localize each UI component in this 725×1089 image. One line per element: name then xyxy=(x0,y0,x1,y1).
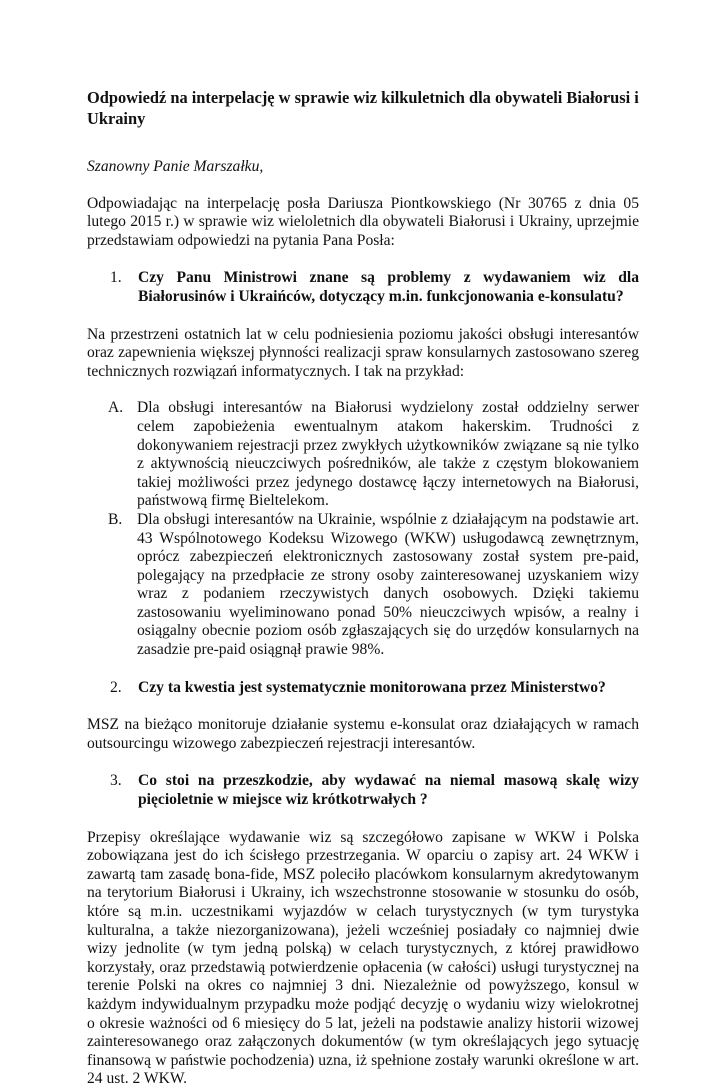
list-item xyxy=(87,399,639,511)
list-marker: B. xyxy=(108,510,123,528)
answer-1-intro: Na przestrzeni ostatnich lat w celu podniesienia poziomu jakości obsługi interesantów oraz zapewnienia większej płynności realizacji spraw konsularnych zastosowano szereg technicznych rozwiązań informatycznych. I tak na przykład: xyxy=(87,325,639,380)
answer-1-list xyxy=(87,399,639,659)
question-number: 3. xyxy=(110,772,122,790)
answer-2: MSZ na bieżąco monitoruje działanie systemu e-konsulat oraz działających w ramach outsourcingu wizowego zabezpieczeń rejestracji interesantów. xyxy=(87,716,639,752)
intro-paragraph: Odpowiadając na interpelację posła Dariusza Piontkowskiego (Nr 30765 z dnia 05 lutego 2015 r.) w sprawie wiz wieloletnich dla obywateli Białorusi i Ukrainy, uprzejmie przedstawiam odpowiedzi na pytania Pana Posła: xyxy=(87,194,639,249)
list-item-text: Dla obsługi interesantów na Białorusi wydzielony został oddzielny serwer celem zapobieżenia ewentualnym atakom hakerskim. Trudności z dokonywaniem rejestracji przez zwykłych użytkowników związane są nie tylko z aktywnością nieuczciwych pośredników, ale także z częstym blokowaniem takiej możliwości przez jedynego dostawcę łączy internetowych na Białorusi, państwową firmę Bieltelekom. xyxy=(137,399,639,510)
question-text: Czy ta kwestia jest systematycznie monitorowana przez Ministerstwo? xyxy=(138,678,606,696)
question-number: 1. xyxy=(110,269,122,287)
list-marker: A. xyxy=(108,399,124,417)
document-body xyxy=(87,87,639,1089)
document-title: Odpowiedź na interpelację w sprawie wiz kilkuletnich dla obywateli Białorusi i Ukrainy xyxy=(87,88,639,128)
salutation: Szanowny Panie Marszałku, xyxy=(87,158,264,175)
list-item-text: Dla obsługi interesantów na Ukrainie, wspólnie z działającym na podstawie art. 43 Wspólnotowego Kodeksu Wizowego (WKW) usługodawcą zewnętrznym, oprócz zabezpieczeń elektronicznych zastosowany został system pre-paid, polegający na przedpłacie ze strony osoby zainteresowanej uzyskaniem wizy wraz z podaniem rzeczywistych danych osobowych. Dzięki takiemu zastosowaniu wyeliminowano ponad 50% nieuczciwych wpisów, a realny i osiągalny obecnie poziom osób zgłaszających się do urzędów konsularnych na zasadzie pre-paid osiągnął prawie 98%. xyxy=(137,510,639,659)
question-3 xyxy=(87,772,639,809)
question-2 xyxy=(87,679,639,698)
question-1 xyxy=(87,269,639,306)
question-text: Czy Panu Ministrowi znane są problemy z wydawaniem wiz dla Białorusinów i Ukraińców, dotyczący m.in. funkcjonowania e-konsulatu? xyxy=(138,269,639,305)
list-item xyxy=(87,511,639,660)
question-number: 2. xyxy=(110,678,122,696)
question-text: Co stoi na przeszkodzie, aby wydawać na niemal masową skalę wizy pięcioletnie w miejsce wiz krótkotrwałych ? xyxy=(138,772,639,809)
answer-3: Przepisy określające wydawanie wiz są szczegółowo zapisane w WKW i Polska zobowiązana jest do ich ścisłego przestrzegania. W oparciu o zapisy art. 24 WKW i zawartą tam zasadę bona-fide, MSZ poleciło placówkom konsularnym akredytowanym na terytorium Białorusi i Ukrainy, ich wszechstronne stosowanie w stosunku do osób, które są m.in. uczestnikami wyjazdów w celach turystycznych (w tym turystyka kulturalna, a także niezorganizowana), jeżeli wcześniej posiadały co najmniej dwie wizy jednolite (w tym jedną polską) w celach turystycznych, z której prawidłowo korzystały, oraz przedstawią potwierdzenie opłacenia (w całości) usługi turystycznej na terenie Polski na okres co najmniej 3 dni. Niezależnie od powyższego, konsul w każdym indywidualnym przypadku może podjąć decyzję o wydaniu wizy wielokrotnej o okresie ważności od 6 miesięcy do 5 lat, jeżeli na podstawie analizy historii wizowej zainteresowanego oraz załączonych dokumentów (w tym określających jego sytuację finansową w państwie pochodzenia) uzna, iż spełnione zostały warunki określone w art. 24 ust. 2 WKW. xyxy=(87,828,639,1088)
